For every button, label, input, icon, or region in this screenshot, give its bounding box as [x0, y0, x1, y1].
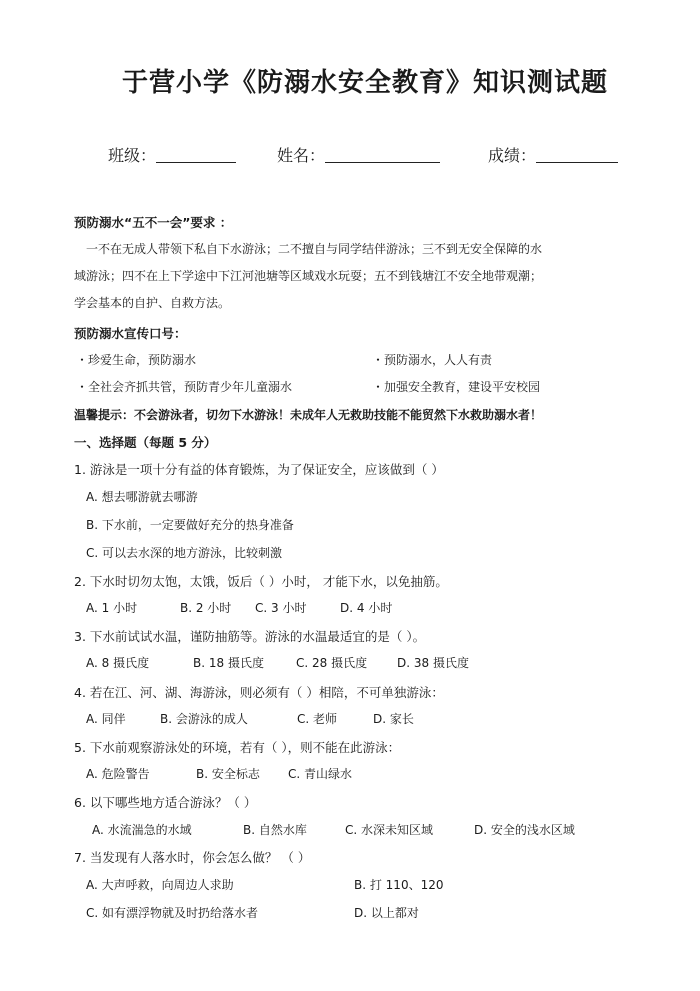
- option-2c: C. 3 小时: [255, 601, 307, 615]
- question-4: 4. 若在江、河、湖、海游泳，则必须有（ ）相陪，不可单独游泳：: [74, 685, 444, 700]
- option-3a: A. 8 摄氏度: [86, 656, 150, 670]
- name-label: 姓名：: [277, 146, 326, 165]
- option-6d: D. 安全的浅水区域: [474, 823, 575, 837]
- option-7b: B. 打 110、120: [354, 878, 444, 892]
- warm-tip: 温馨提示：不会游泳者，切勿下水游泳！未成年人无救助技能不能贸然下水救助溺水者！: [74, 408, 543, 422]
- name-blank: [325, 146, 440, 163]
- option-3b: B. 18 摄氏度: [193, 656, 264, 670]
- option-3c: C. 28 摄氏度: [296, 656, 368, 670]
- option-6b: B. 自然水库: [243, 823, 307, 837]
- requirements-heading: 预防溺水“五不一会”要求 ：: [74, 215, 233, 230]
- option-4a: A. 同伴: [86, 712, 126, 726]
- slogan-item: ・全社会齐抓共管，预防青少年儿童溺水: [76, 380, 293, 394]
- question-6: 6. 以下哪些地方适合游泳？（ ）: [74, 795, 257, 810]
- score-label: 成绩：: [488, 146, 537, 165]
- class-label: 班级：: [108, 146, 157, 165]
- option-5b: B. 安全标志: [196, 767, 260, 781]
- question-7: 7. 当发现有人落水时，你会怎么做？ （ ）: [74, 850, 311, 865]
- section-heading-choice: 一、选择题（每题 5 分）: [74, 435, 217, 450]
- slogan-item: ・加强安全教育，建设平安校园: [372, 380, 541, 394]
- option-4c: C. 老师: [297, 712, 338, 726]
- option-3d: D. 38 摄氏度: [397, 656, 469, 670]
- option-5a: A. 危险警告: [86, 767, 150, 781]
- question-3: 3. 下水前试试水温，谨防抽筋等。游泳的水温最适宜的是（ ）。: [74, 629, 426, 644]
- option-5c: C. 青山绿水: [288, 767, 353, 781]
- option-2a: A. 1 小时: [86, 601, 138, 615]
- requirements-line-1: 一不在无成人带领下私自下水游泳；二不擅自与同学结伴游泳；三不到无安全保障的水: [86, 242, 543, 256]
- question-1: 1. 游泳是一项十分有益的体育锻炼，为了保证安全，应该做到（ ）: [74, 462, 444, 477]
- option-2d: D. 4 小时: [340, 601, 393, 615]
- score-blank: [536, 146, 618, 163]
- option-7c: C. 如有漂浮物就及时扔给落水者: [86, 906, 259, 920]
- option-6a: A. 水流湍急的水域: [92, 823, 192, 837]
- requirements-line-3: 学会基本的自护、自救方法。: [74, 296, 231, 310]
- option-2b: B. 2 小时: [180, 601, 232, 615]
- option-1b: B. 下水前，一定要做好充分的热身准备: [86, 518, 294, 532]
- question-5: 5. 下水前观察游泳处的环境，若有（ ），则不能在此游泳：: [74, 740, 401, 755]
- score-field: [488, 143, 618, 166]
- name-field: [277, 143, 440, 166]
- slogan-item: ・预防溺水，人人有责: [372, 353, 493, 367]
- option-4b: B. 会游泳的成人: [160, 712, 248, 726]
- class-blank: [156, 146, 236, 163]
- option-1a: A. 想去哪游就去哪游: [86, 490, 198, 504]
- option-4d: D. 家长: [373, 712, 414, 726]
- option-6c: C. 水深未知区域: [345, 823, 434, 837]
- slogans-heading: 预防溺水宣传口号：: [74, 326, 187, 341]
- option-7a: A. 大声呼救，向周边人求助: [86, 878, 234, 892]
- page-title: 于营小学《防溺水安全教育》知识测试题: [121, 68, 608, 98]
- question-2: 2. 下水时切勿太饱，太饿，饭后（ ）小时， 才能下水，以免抽筋。: [74, 574, 448, 589]
- slogan-item: ・珍爱生命，预防溺水: [76, 353, 197, 367]
- class-field: [108, 143, 236, 166]
- option-1c: C. 可以去水深的地方游泳，比较刺激: [86, 546, 283, 560]
- requirements-line-2: 域游泳；四不在上下学途中下江河池塘等区域戏水玩耍；五不到钱塘江不安全地带观潮；: [74, 269, 543, 283]
- option-7d: D. 以上都对: [354, 906, 419, 920]
